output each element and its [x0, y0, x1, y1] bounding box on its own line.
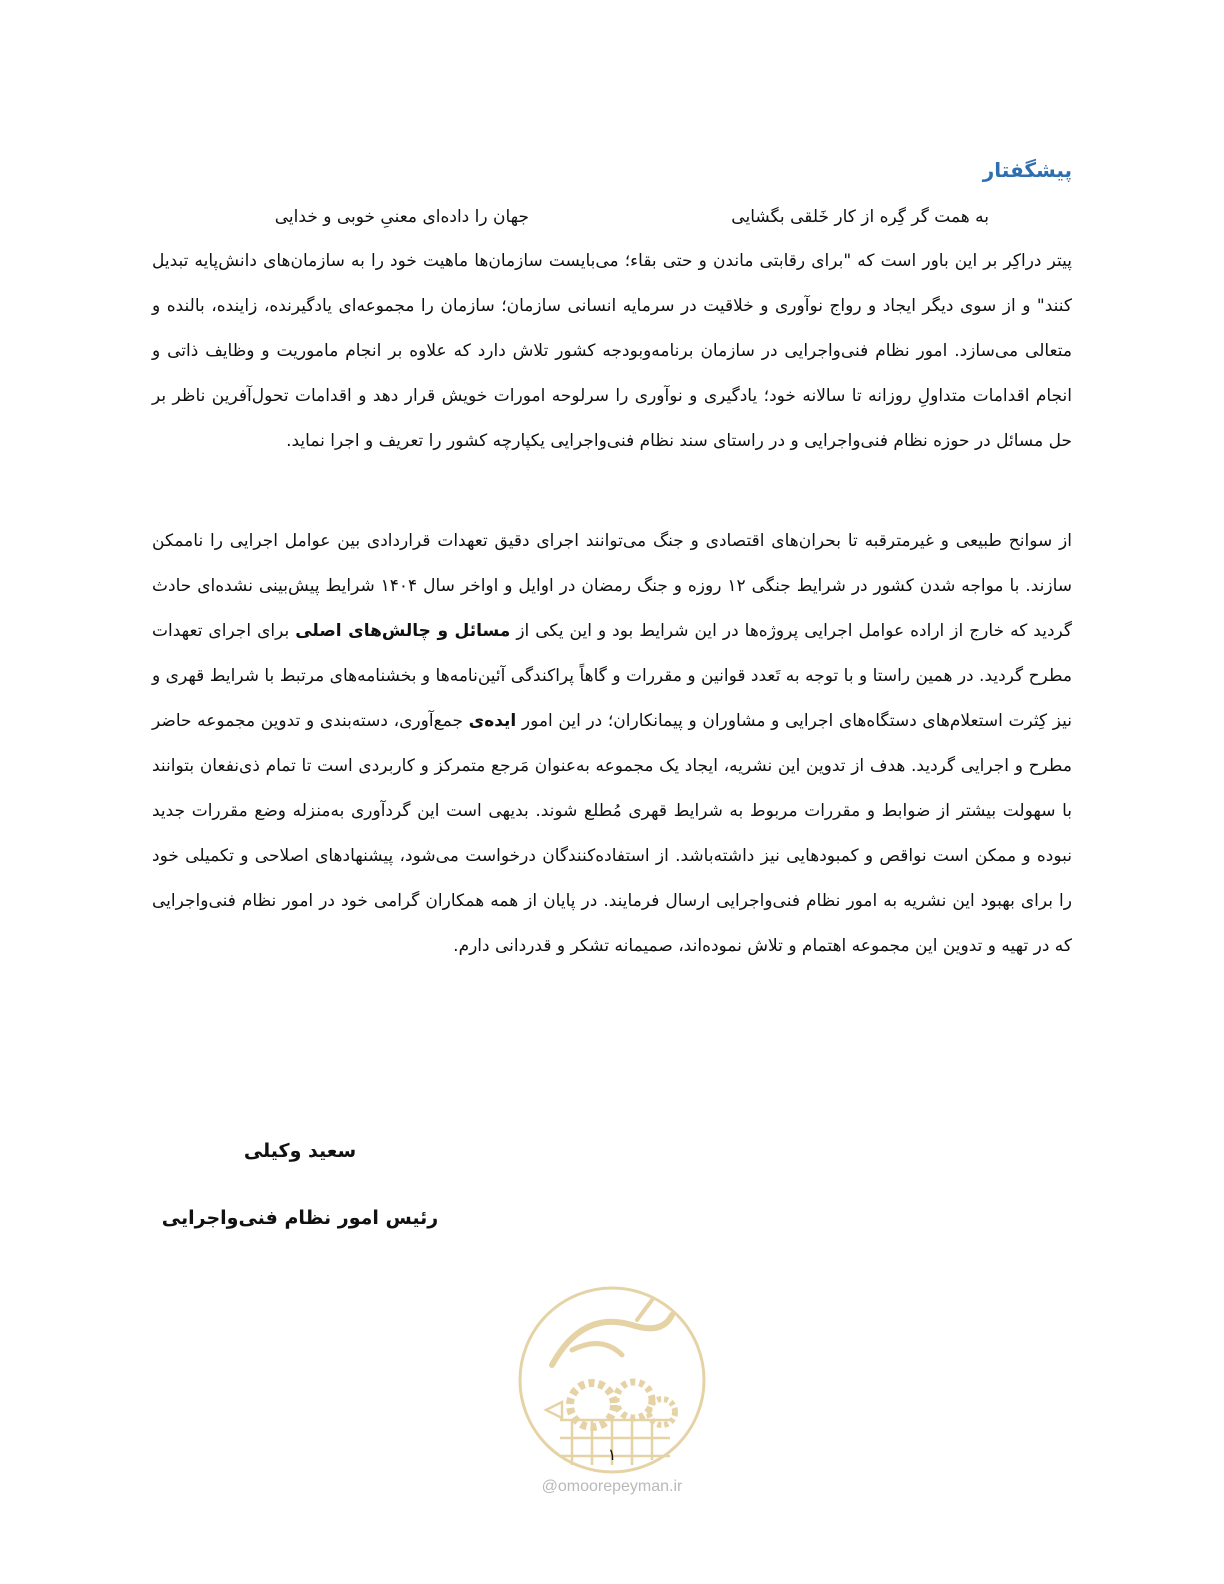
- emphasis-main-issues: مسائل و چالش‌های اصلی: [295, 621, 511, 641]
- paragraph-text: جمع‌آوری، دسته‌بندی و تدوین مجموعه حاضر مطرح و اجرایی گردید. هدف از تدوین این نشریه، ایجاد یک مجموعه به‌عنوان مَرجع متمرکز و کاربردی است تا تمام ذی‌نفعان بتوانند با سهولت بیشتر از ضوابط و مقررات مربوط به شرایط قهری مُطلع شوند. بدیهی است این گردآوری به‌منزله وضع مقررات جدید نبوده و ممکن است نواقص و کمبودهایی نیز داشته‌باشد. از استفاده‌کنندگان درخواست می‌شود، پیشنهادهای اصلاحی و تکمیلی خود را برای بهبود این نشریه به امور نظام فنی‌واجرایی ارسال فرمایند. در پایان از همه همکاران گرامی خود در امور نظام فنی‌واجرایی که در تهیه و تدوین این مجموعه اهتمام و تلاش نموده‌اند، صمیمانه تشکر و قدردانی دارم.: [152, 711, 1072, 956]
- paragraph-text: برای اجرای تعهدات مطرح گردید. در همین راستا و با توجه به تَعدد قوانین و مقررات و گاهاً پراکندگی آئین‌نامه‌ها و بخشنامه‌های مرتبط با شرایط قهری و نیز کِثرت استعلام‌های دستگاه‌های اجرایی و مشاوران و پیمانکاران؛ در این امور: [152, 621, 1072, 731]
- verse-second-hemistich: جهان را داده‌ای معنیِ خوبی و خدایی: [274, 207, 529, 227]
- emphasis-idea: ایده‌ی: [468, 711, 517, 731]
- paragraph-drucker: پیتر دراکِر بر این باور است که "برای رقابتی ماندن و حتی بقاء؛ می‌بایست سازمان‌ها ماهیت خود را به سازمان‌های دانش‌پایه تبدیل کنند" و از سوی دیگر ایجاد و رواج نوآوری و خلاقیت در سرمایه انسانی سازمان؛ سازمان را مجموعه‌ای یادگیرنده، زاینده، بالنده و متعالی می‌سازد. امور نظام فنی‌واجرایی در سازمان برنامه‌وبودجه کشور تلاش دارد که علاوه بر انجام ماموریت و وظایف ذاتی و انجام اقدامات متداولِ روزانه تا سالانه خود؛ یادگیری و نوآوری را سرلوحه امورات خویش قرار دهد و اقدامات تحول‌آفرین ناظر بر حل مسائل در حوزه نظام فنی‌واجرایی و در راستای سند نظام فنی‌واجرایی یکپارچه کشور را تعریف و اجرا نماید.: [152, 251, 1072, 451]
- opening-verse: [152, 207, 1072, 237]
- signer-name: سعید وکیلی: [243, 1140, 357, 1162]
- signer-title: رئیس امور نظام فنی‌واجرایی: [161, 1207, 439, 1229]
- verse-first-hemistich: به همت گر گِره از کار خَلقی بگشایی: [731, 207, 989, 227]
- paragraph-force-majeure: [152, 519, 1072, 969]
- page-number: ۱: [607, 1445, 617, 1464]
- page-heading: پیشگفتار: [982, 158, 1072, 182]
- watermark-url: @omoorepeyman.ir: [541, 1478, 683, 1495]
- paragraph-text: از سوانح طبیعی و غیرمترقبه تا بحران‌های اقتصادی و جنگ می‌توانند اجرای دقیق تعهدات قراردادی بین عوامل اجرایی را ناممکن سازند. با مواجه شدن کشور در شرایط جنگی ۱۲ روزه و جنگ رمضان در اوایل و اواخر سال ۱۴۰۴ شرایط پیش‌بینی نشده‌ای حادث گردید که خارج از اراده عوامل اجرایی پروژه‌ها در این شرایط بود و این یکی از: [152, 531, 1073, 641]
